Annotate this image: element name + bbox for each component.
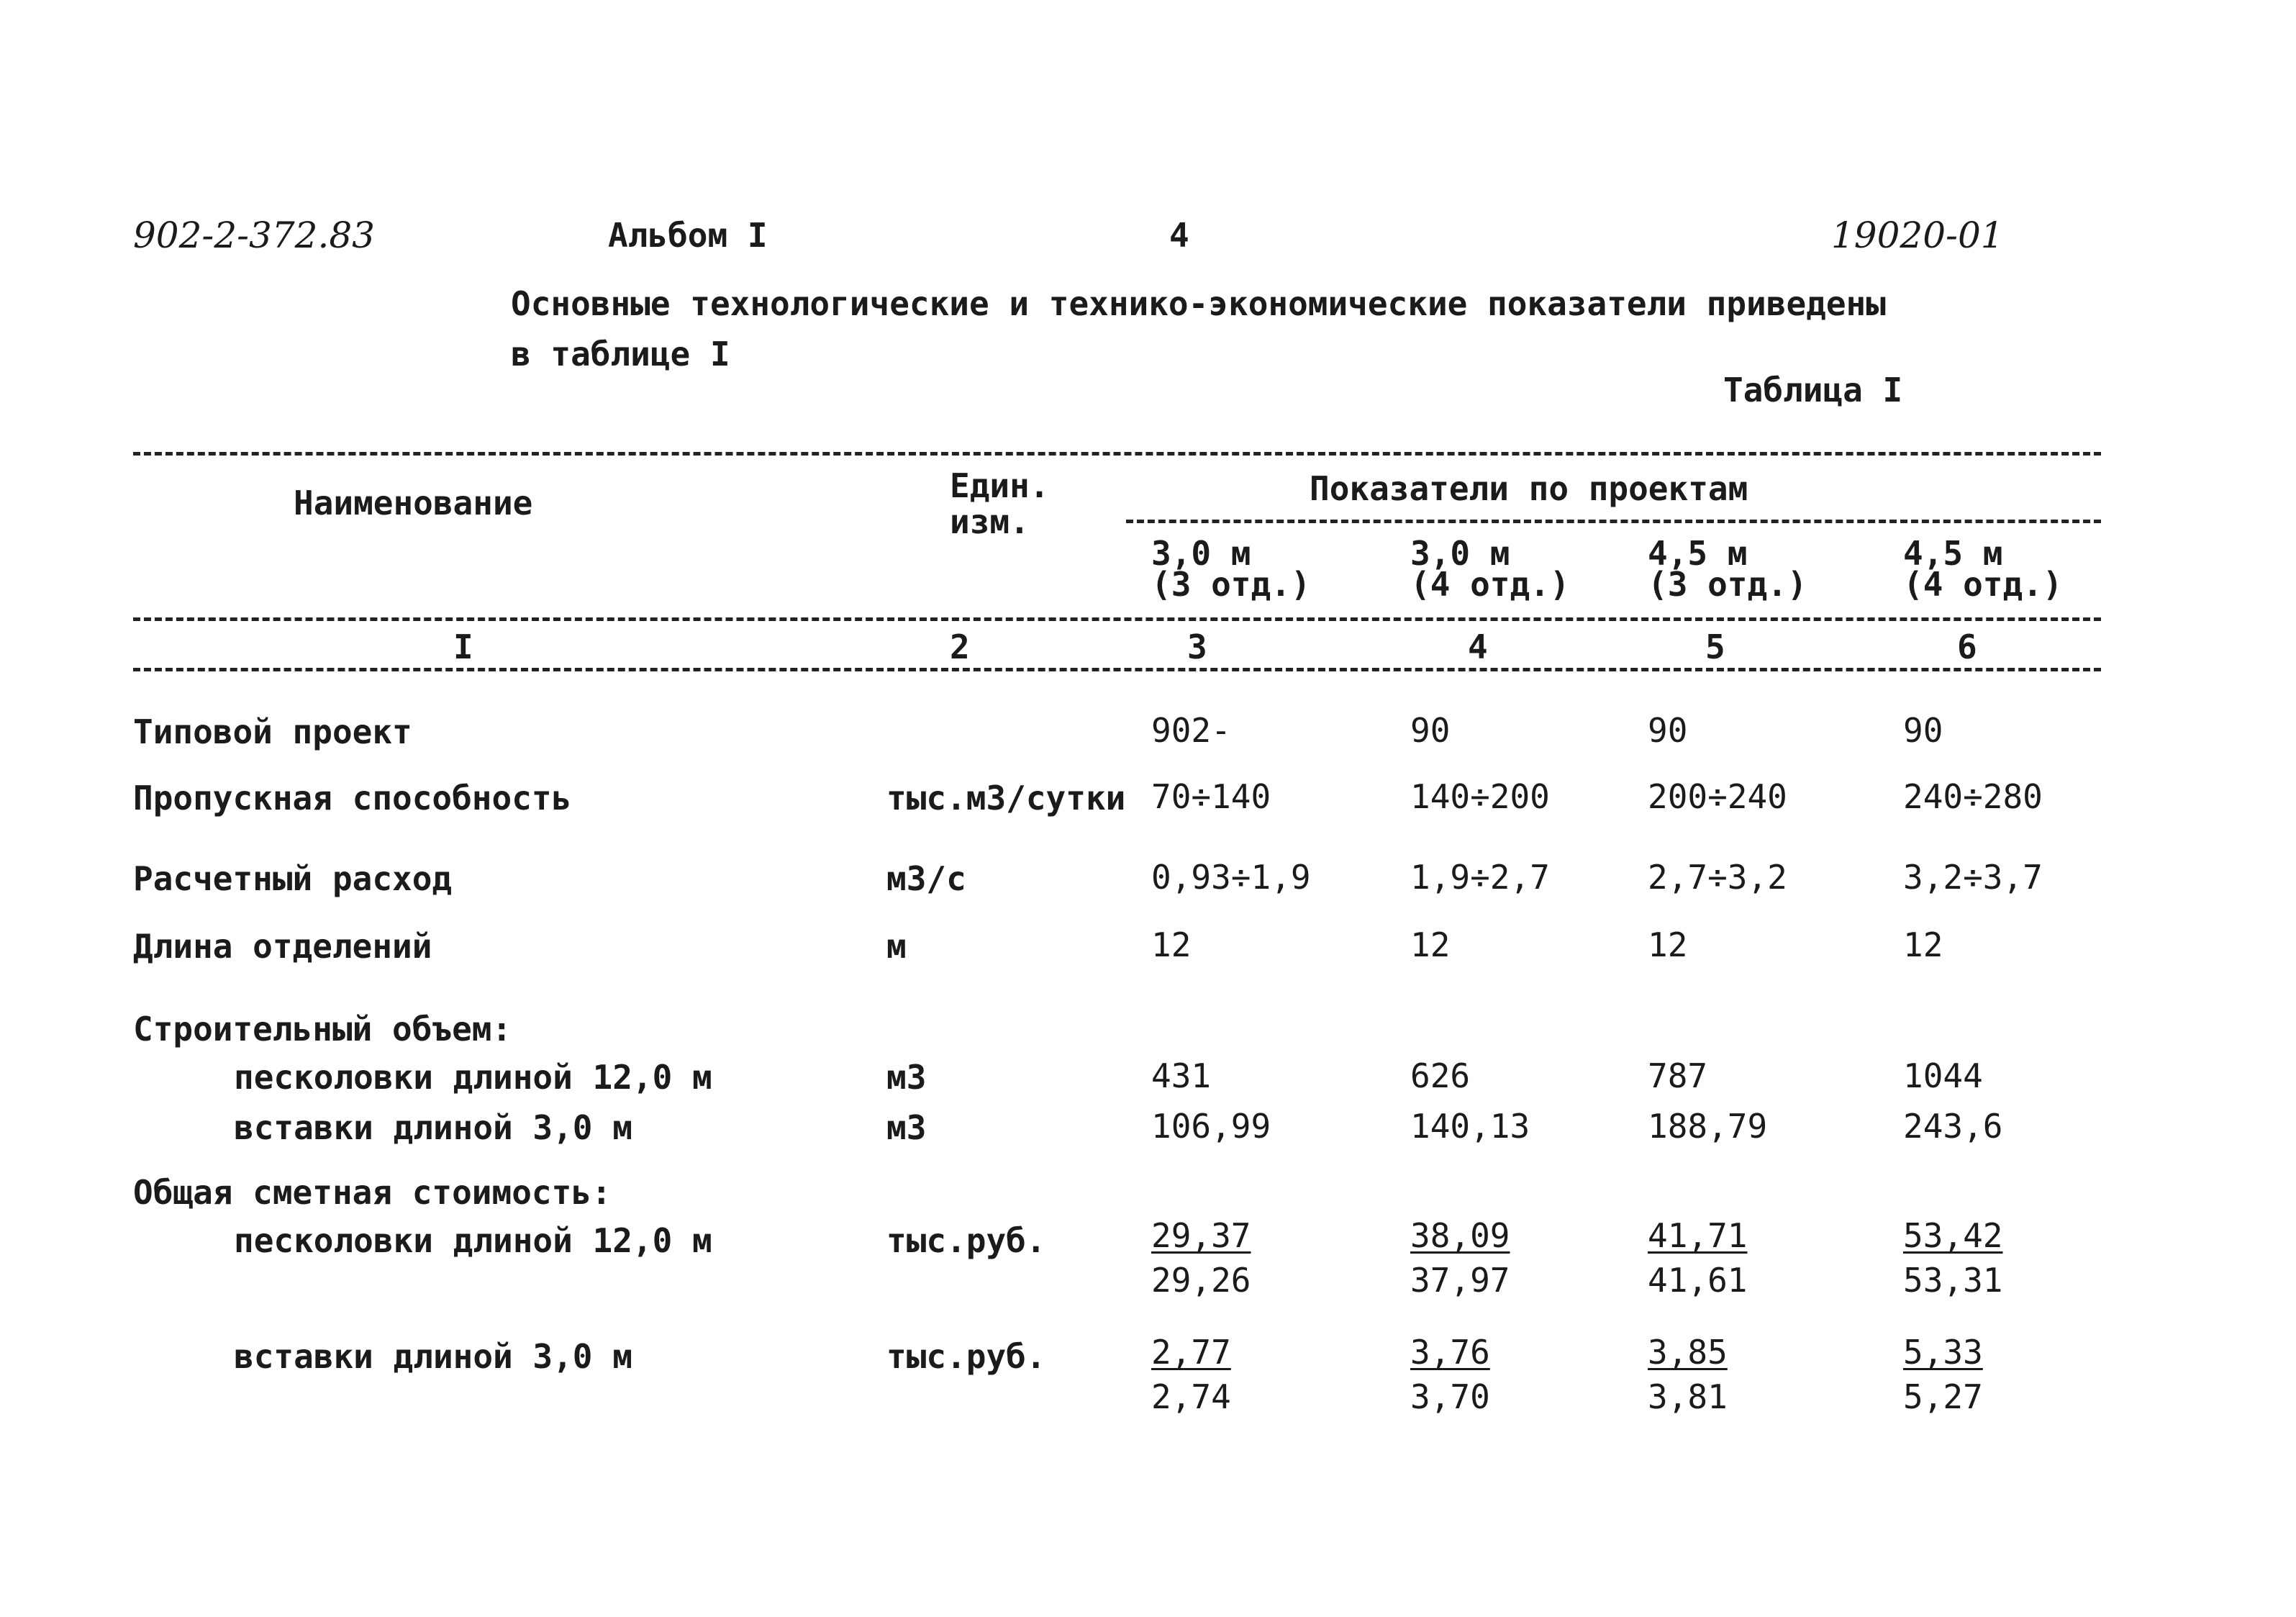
column-number-5: 5	[1705, 628, 1725, 666]
cost-fraction	[1903, 1333, 1983, 1416]
cost-base: 41,61	[1648, 1261, 1748, 1300]
project-header-4-line1: 4,5 м	[1903, 534, 2003, 573]
cell-value: 90	[1410, 711, 1451, 750]
row-name: песколовки длиной 12,0 м	[234, 1221, 712, 1260]
column-header-unit-1: Един.	[950, 466, 1050, 505]
project-header-3-line2: (3 отд.)	[1648, 565, 1807, 604]
cell-value: 240÷280	[1903, 777, 2043, 816]
cost-current: 38,09	[1410, 1216, 1510, 1255]
header-bottom-rule	[133, 617, 2101, 621]
document-code: 902-2-372.83	[133, 214, 375, 256]
row-unit: тыс.руб.	[886, 1337, 1046, 1376]
intro-line-1: Основные технологические и технико-экономические показатели приведены	[511, 284, 1886, 323]
row-name: Пропускная способность	[133, 779, 572, 817]
row-unit: м3	[886, 1058, 927, 1097]
cost-base: 37,97	[1410, 1261, 1510, 1300]
cell-value: 90	[1903, 711, 1943, 750]
cell-value: 2,7÷3,2	[1648, 858, 1787, 897]
row-unit: тыс.м3/сутки	[886, 779, 1126, 817]
cost-base: 53,31	[1903, 1261, 2003, 1300]
project-header-2-line2: (4 отд.)	[1410, 565, 1570, 604]
intro-line-2: в таблице I	[511, 335, 730, 373]
cost-fraction	[1410, 1216, 1510, 1300]
cell-value: 12	[1903, 925, 1943, 964]
cost-current: 2,77	[1151, 1333, 1231, 1372]
project-header-1-line2: (3 отд.)	[1151, 565, 1311, 604]
row-name: Расчетный расход	[133, 859, 453, 898]
cell-value: 188,79	[1648, 1107, 1768, 1146]
column-header-name: Наименование	[294, 484, 533, 522]
cost-fraction	[1648, 1216, 1747, 1300]
cost-fraction	[1151, 1333, 1231, 1416]
cell-value: 12	[1410, 925, 1451, 964]
page-number: 4	[1169, 216, 1189, 255]
group-title-cost: Общая сметная стоимость:	[133, 1173, 612, 1212]
album-label: Альбом I	[608, 216, 768, 255]
cell-value: 106,99	[1151, 1107, 1271, 1146]
cost-base: 3,81	[1648, 1377, 1728, 1416]
row-name: вставки длиной 3,0 м	[234, 1108, 632, 1147]
row-unit: тыс.руб.	[886, 1221, 1046, 1260]
cost-current: 5,33	[1903, 1333, 1983, 1372]
cost-fraction	[1648, 1333, 1728, 1416]
cost-current: 29,37	[1151, 1216, 1251, 1255]
project-header-2-line1: 3,0 м	[1410, 534, 1510, 573]
cell-value: 140÷200	[1410, 777, 1550, 816]
row-name: Типовой проект	[133, 712, 412, 751]
cell-value: 12	[1151, 925, 1192, 964]
row-name: песколовки длиной 12,0 м	[234, 1058, 712, 1097]
cost-base: 5,27	[1903, 1377, 1983, 1416]
column-number-2: 2	[950, 628, 970, 666]
cell-value: 90	[1648, 711, 1688, 750]
cell-value: 0,93÷1,9	[1151, 858, 1311, 897]
cost-current: 3,76	[1410, 1333, 1490, 1372]
table-top-rule	[133, 452, 2101, 456]
column-number-4: 4	[1468, 628, 1488, 666]
cell-value: 243,6	[1903, 1107, 2003, 1146]
project-header-4-line2: (4 отд.)	[1903, 565, 2063, 604]
cost-fraction	[1151, 1216, 1251, 1300]
cell-value: 1044	[1903, 1056, 1983, 1095]
cost-base: 3,70	[1410, 1377, 1490, 1416]
cell-value: 200÷240	[1648, 777, 1787, 816]
column-number-1: I	[453, 628, 473, 666]
project-header-1-line1: 3,0 м	[1151, 534, 1251, 573]
column-header-group: Показатели по проектам	[1310, 469, 1748, 508]
cell-value: 140,13	[1410, 1107, 1530, 1146]
cell-value: 431	[1151, 1056, 1212, 1095]
row-name: Длина отделений	[133, 927, 432, 966]
cost-current: 3,85	[1648, 1333, 1728, 1372]
table-caption: Таблица I	[1723, 371, 1903, 409]
cost-current: 41,71	[1648, 1216, 1748, 1255]
row-name: вставки длиной 3,0 м	[234, 1337, 632, 1376]
group-title-volume: Строительный объем:	[133, 1010, 512, 1048]
row-unit: м3/с	[886, 859, 966, 898]
cell-value: 70÷140	[1151, 777, 1271, 816]
projects-rule	[1126, 520, 2101, 523]
cell-value: 787	[1648, 1056, 1708, 1095]
cost-current: 53,42	[1903, 1216, 2003, 1255]
cost-fraction	[1410, 1333, 1490, 1416]
project-header-3-line1: 4,5 м	[1648, 534, 1748, 573]
cell-value: 3,2÷3,7	[1903, 858, 2043, 897]
numbers-bottom-rule	[133, 668, 2101, 671]
row-unit: м3	[886, 1108, 927, 1147]
reference-number: 19020-01	[1831, 214, 2004, 256]
column-number-3: 3	[1187, 628, 1207, 666]
row-unit: м	[886, 927, 907, 966]
cell-value: 626	[1410, 1056, 1471, 1095]
cost-fraction	[1903, 1216, 2002, 1300]
cell-value: 902-	[1151, 711, 1231, 750]
cost-base: 2,74	[1151, 1377, 1231, 1416]
column-number-6: 6	[1957, 628, 1977, 666]
cell-value: 1,9÷2,7	[1410, 858, 1550, 897]
cost-base: 29,26	[1151, 1261, 1251, 1300]
column-header-unit-2: изм.	[950, 502, 1030, 541]
cell-value: 12	[1648, 925, 1688, 964]
